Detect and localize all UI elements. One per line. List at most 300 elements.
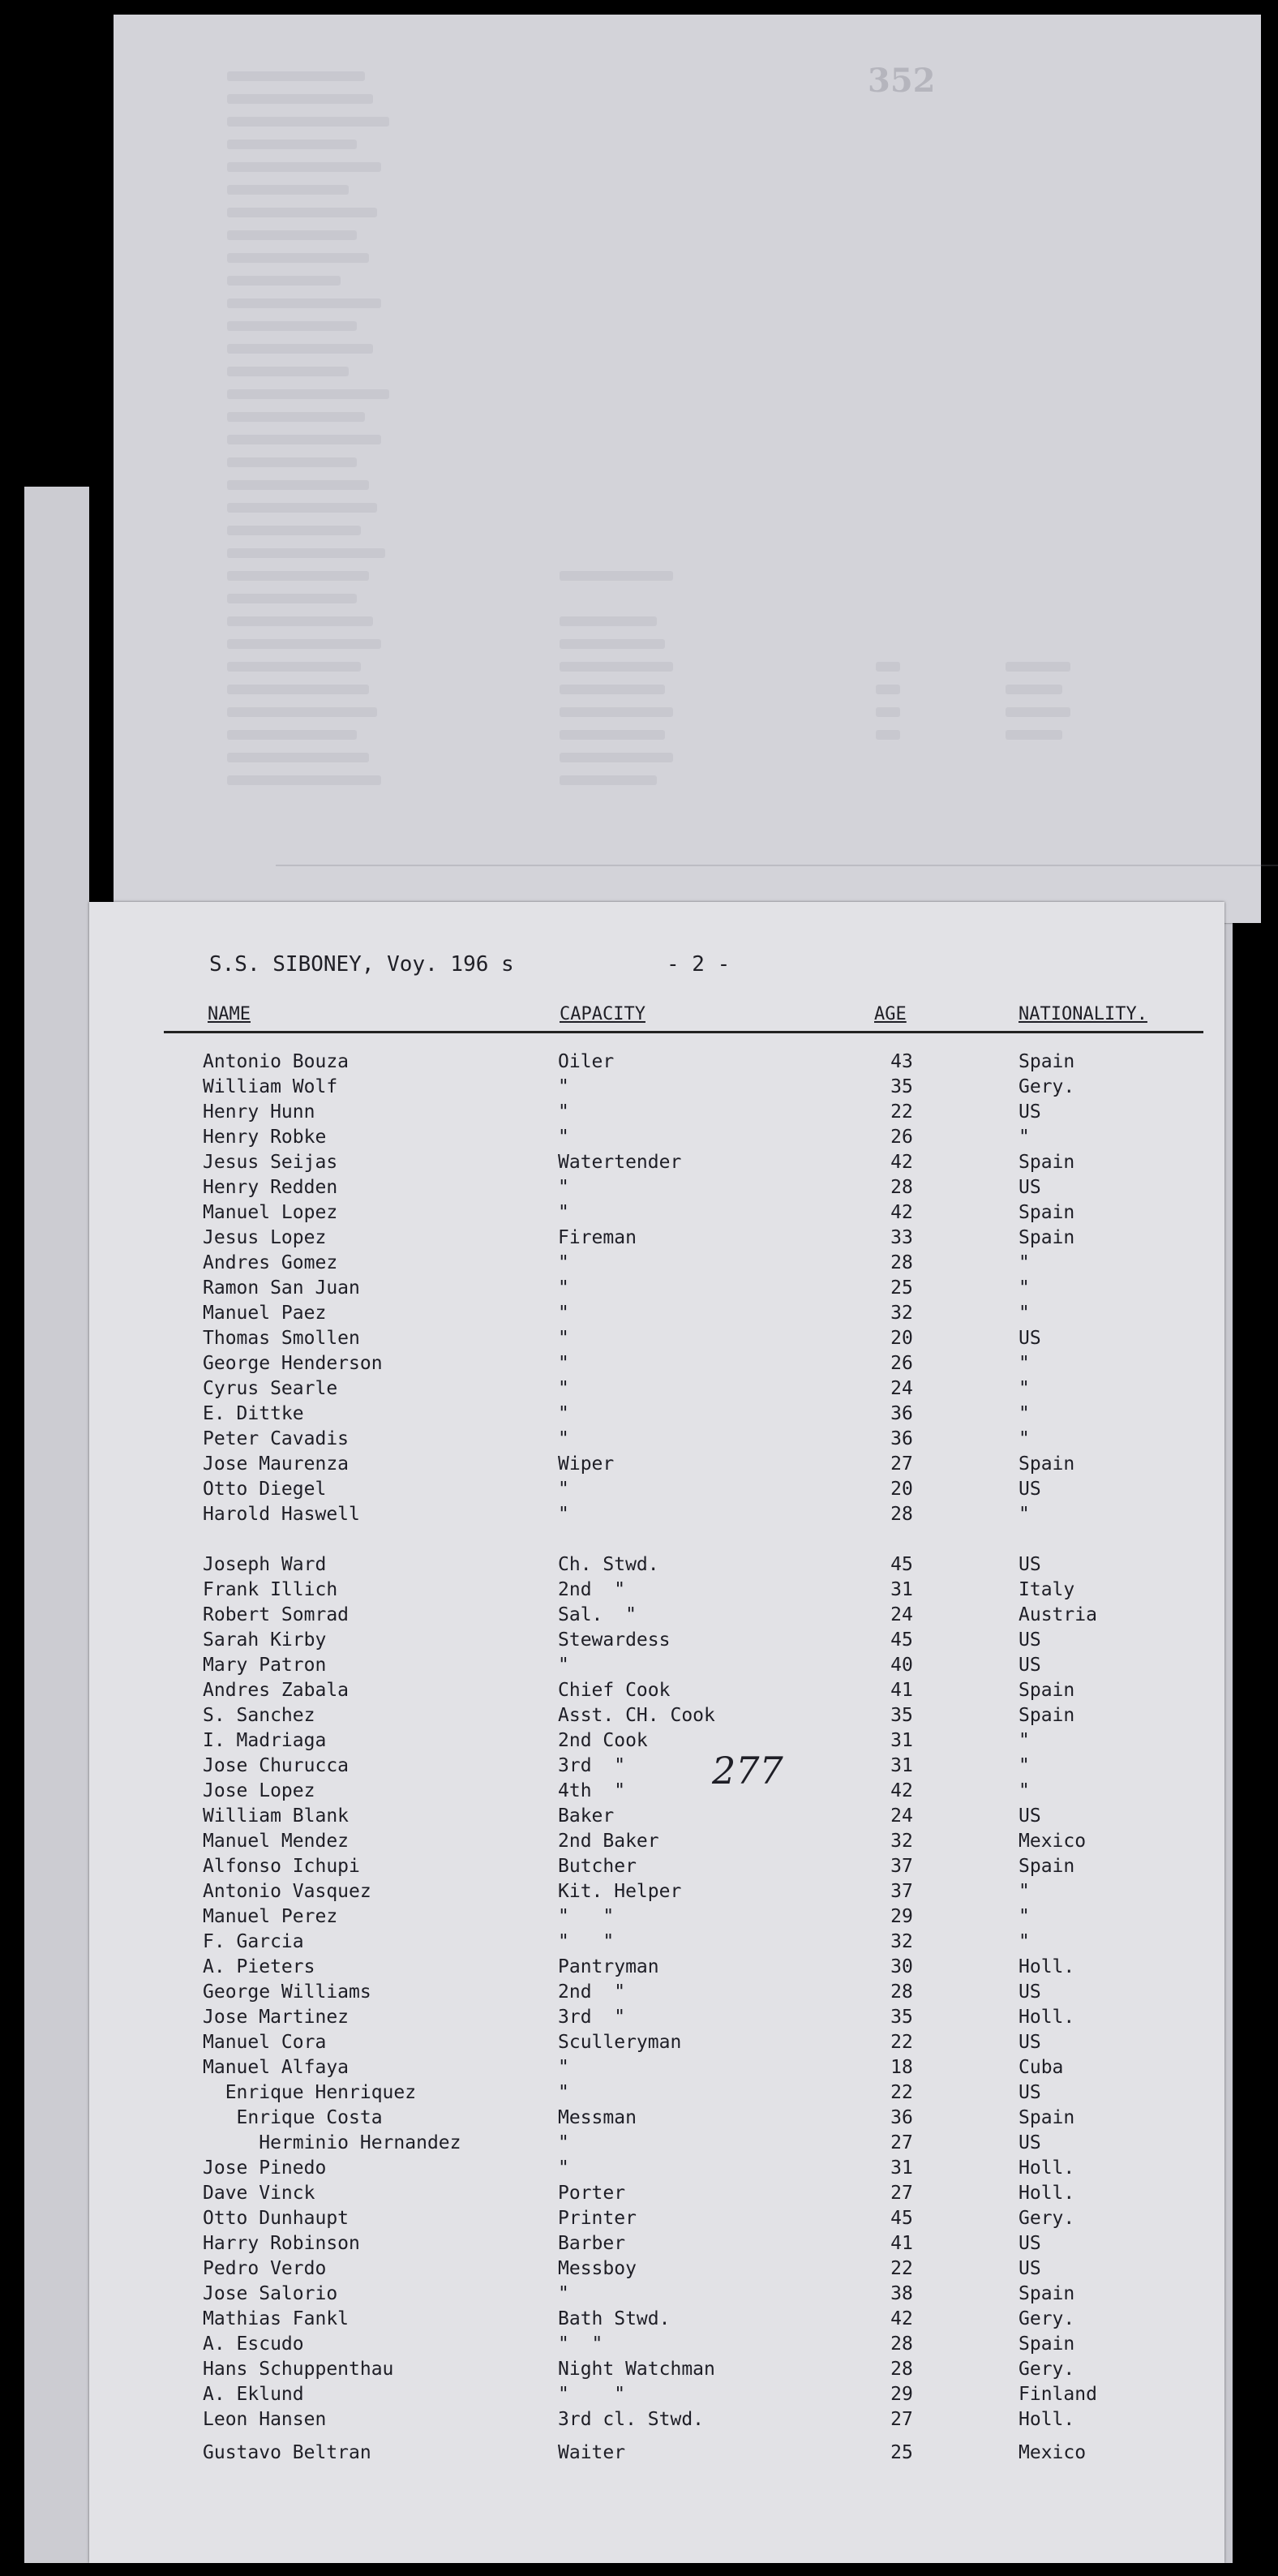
crew-age: 35 — [890, 1705, 913, 1726]
manifest-page — [89, 902, 1224, 2563]
crew-nationality: Holl. — [1019, 2409, 1075, 2430]
crew-row — [89, 1277, 1224, 1303]
faded-text-line — [227, 230, 357, 240]
crew-name: Antonio Bouza — [203, 1051, 350, 1072]
crew-age: 33 — [890, 1227, 913, 1248]
faded-text-line — [560, 707, 673, 717]
crew-row — [89, 1152, 1224, 1177]
crew-name: Jesus Lopez — [203, 1227, 327, 1248]
crew-nationality: Gery. — [1019, 2208, 1075, 2229]
crew-age: 45 — [890, 1554, 913, 1575]
crew-nationality: " — [1019, 1428, 1030, 1449]
crew-nationality: Spain — [1019, 1705, 1075, 1726]
crew-row — [89, 1680, 1224, 1705]
crew-age: 28 — [890, 2333, 913, 2355]
faded-text-line — [227, 298, 381, 308]
crew-capacity: Ch. Stwd. — [558, 1554, 659, 1575]
crew-name: Enrique Costa — [203, 2107, 383, 2128]
crew-row — [89, 1227, 1224, 1252]
crew-row — [89, 1428, 1224, 1453]
crew-age: 36 — [890, 1428, 913, 1449]
top-sheet-rule — [276, 865, 1278, 866]
crew-name: Leon Hansen — [203, 2409, 327, 2430]
crew-row — [89, 2007, 1224, 2032]
crew-row — [89, 2384, 1224, 2409]
crew-age: 32 — [890, 1931, 913, 1952]
crew-capacity: " — [558, 1076, 569, 1097]
faded-text-line — [560, 685, 665, 694]
crew-age: 45 — [890, 1629, 913, 1651]
crew-row — [89, 1780, 1224, 1805]
crew-capacity: " — [558, 1202, 569, 1223]
crew-age: 26 — [890, 1127, 913, 1148]
crew-age: 27 — [890, 2409, 913, 2430]
crew-capacity: " " — [558, 1931, 615, 1952]
faded-text-line — [227, 344, 373, 354]
faded-text-line — [227, 730, 357, 740]
crew-nationality: US — [1019, 1554, 1041, 1575]
crew-age: 27 — [890, 2132, 913, 2153]
faded-text-line — [560, 730, 665, 740]
crew-nationality: " — [1019, 1906, 1030, 1927]
crew-name: Manuel Alfaya — [203, 2057, 350, 2078]
crew-row — [89, 1981, 1224, 2007]
crew-capacity: Asst. CH. Cook — [558, 1705, 715, 1726]
crew-row — [89, 1378, 1224, 1403]
faded-text-line — [560, 616, 657, 626]
crew-name: Frank Illich — [203, 1579, 338, 1600]
crew-row — [89, 2359, 1224, 2384]
faded-text-line — [560, 639, 665, 649]
crew-row — [89, 1076, 1224, 1101]
crew-age: 37 — [890, 1881, 913, 1902]
crew-age: 35 — [890, 2007, 913, 2028]
crew-capacity: Fireman — [558, 1227, 637, 1248]
crew-age: 41 — [890, 2233, 913, 2254]
crew-nationality: Mexico — [1019, 1831, 1087, 1852]
crew-name: Manuel Cora — [203, 2032, 327, 2053]
crew-nationality: US — [1019, 1629, 1041, 1651]
crew-capacity: " — [558, 1504, 569, 1525]
crew-age: 36 — [890, 1403, 913, 1424]
crew-capacity: " — [558, 1428, 569, 1449]
crew-row — [89, 2107, 1224, 2132]
underlying-page-left — [24, 487, 89, 2563]
crew-capacity: Night Watchman — [558, 2359, 715, 2380]
crew-nationality: Holl. — [1019, 2183, 1075, 2204]
crew-capacity: " — [558, 1403, 569, 1424]
crew-age: 25 — [890, 1277, 913, 1299]
crew-age: 43 — [890, 1051, 913, 1072]
crew-row — [89, 2283, 1224, 2308]
crew-row — [89, 2157, 1224, 2183]
crew-nationality: Finland — [1019, 2384, 1097, 2405]
crew-capacity: Printer — [558, 2208, 637, 2229]
faded-text-line — [227, 208, 377, 217]
crew-row — [89, 2258, 1224, 2283]
crew-nationality: US — [1019, 2082, 1041, 2103]
crew-nationality: " — [1019, 1277, 1030, 1299]
crew-nationality: " — [1019, 1378, 1030, 1399]
crew-nationality: Austria — [1019, 1604, 1097, 1625]
crew-row — [89, 1906, 1224, 1931]
crew-age: 31 — [890, 1755, 913, 1776]
faded-top-sheet — [114, 15, 1261, 923]
crew-capacity: Chief Cook — [558, 1680, 671, 1701]
crew-age: 26 — [890, 1353, 913, 1374]
faded-text-line — [227, 162, 381, 172]
crew-row — [89, 2132, 1224, 2157]
crew-row — [89, 1881, 1224, 1906]
crew-age: 32 — [890, 1303, 913, 1324]
column-header-age: AGE — [874, 1004, 907, 1024]
crew-name: Henry Hunn — [203, 1101, 315, 1123]
crew-name: Ramon San Juan — [203, 1277, 360, 1299]
faded-text-line — [227, 389, 389, 399]
crew-name: William Wolf — [203, 1076, 338, 1097]
crew-name: Jose Maurenza — [203, 1453, 350, 1475]
crew-nationality: Spain — [1019, 1227, 1075, 1248]
crew-name: Andres Zabala — [203, 1680, 350, 1701]
crew-capacity: Messman — [558, 2107, 637, 2128]
crew-name: Manuel Perez — [203, 1906, 338, 1927]
faded-text-line — [227, 480, 369, 490]
crew-nationality: " — [1019, 1252, 1030, 1273]
crew-nationality: Spain — [1019, 1680, 1075, 1701]
crew-row — [89, 1177, 1224, 1202]
crew-capacity: Bath Stwd. — [558, 2308, 671, 2329]
crew-capacity: Watertender — [558, 1152, 682, 1173]
crew-age: 42 — [890, 1780, 913, 1801]
crew-age: 28 — [890, 1177, 913, 1198]
crew-capacity: Oiler — [558, 1051, 615, 1072]
crew-nationality: " — [1019, 1127, 1030, 1148]
crew-name: Harold Haswell — [203, 1504, 360, 1525]
crew-row — [89, 1831, 1224, 1856]
crew-name: Enrique Henriquez — [203, 2082, 417, 2103]
crew-nationality: Spain — [1019, 2107, 1075, 2128]
crew-age: 30 — [890, 1956, 913, 1977]
faded-text-line — [560, 662, 673, 672]
crew-nationality: Gery. — [1019, 2359, 1075, 2380]
crew-nationality: US — [1019, 1655, 1041, 1676]
crew-capacity: " — [558, 1252, 569, 1273]
crew-name: F. Garcia — [203, 1931, 304, 1952]
crew-name: Robert Somrad — [203, 1604, 350, 1625]
crew-name: Sarah Kirby — [203, 1629, 327, 1651]
crew-name: Otto Dunhaupt — [203, 2208, 350, 2229]
crew-name: George Williams — [203, 1981, 371, 2003]
faded-text-line — [227, 571, 369, 581]
crew-nationality: " — [1019, 1755, 1030, 1776]
crew-nationality: " — [1019, 1931, 1030, 1952]
crew-capacity: 3rd " — [558, 1755, 626, 1776]
crew-age: 40 — [890, 1655, 913, 1676]
crew-row — [89, 2308, 1224, 2333]
crew-nationality: US — [1019, 2233, 1041, 2254]
crew-name: Joseph Ward — [203, 1554, 327, 1575]
crew-capacity: " — [558, 1303, 569, 1324]
faded-text-line — [1006, 730, 1062, 740]
crew-row — [89, 1453, 1224, 1479]
crew-capacity: Sculleryman — [558, 2032, 682, 2053]
faded-text-line — [227, 526, 361, 535]
crew-capacity: Messboy — [558, 2258, 637, 2279]
faded-text-line — [227, 639, 381, 649]
crew-age: 36 — [890, 2107, 913, 2128]
crew-name: Pedro Verdo — [203, 2258, 327, 2279]
crew-age: 37 — [890, 1856, 913, 1877]
column-header-name: NAME — [208, 1004, 251, 1024]
crew-name: Harry Robinson — [203, 2233, 360, 2254]
crew-capacity: Porter — [558, 2183, 626, 2204]
crew-name: Jesus Seijas — [203, 1152, 338, 1173]
crew-nationality: US — [1019, 1981, 1041, 2003]
crew-row — [89, 2409, 1224, 2434]
crew-row — [89, 2032, 1224, 2057]
crew-name: Jose Martinez — [203, 2007, 350, 2028]
column-header-nationality: NATIONALITY. — [1019, 1004, 1147, 1024]
crew-nationality: US — [1019, 1479, 1041, 1500]
crew-nationality: US — [1019, 1805, 1041, 1827]
crew-capacity: 4th " — [558, 1780, 626, 1801]
crew-capacity: " " — [558, 1906, 615, 1927]
crew-name: Andres Gomez — [203, 1252, 338, 1273]
crew-row — [89, 2208, 1224, 2233]
crew-nationality: Gery. — [1019, 1076, 1075, 1097]
crew-name: George Henderson — [203, 1353, 383, 1374]
crew-row — [89, 1629, 1224, 1655]
crew-name: Jose Lopez — [203, 1780, 315, 1801]
faded-text-line — [227, 140, 357, 149]
handwritten-margin-number: 277 — [712, 1749, 783, 1792]
crew-age: 31 — [890, 1579, 913, 1600]
crew-row — [89, 1856, 1224, 1881]
crew-age: 29 — [890, 1906, 913, 1927]
crew-name: Jose Salorio — [203, 2283, 338, 2304]
crew-capacity: " — [558, 2057, 569, 2078]
crew-row — [89, 2057, 1224, 2082]
crew-capacity: Stewardess — [558, 1629, 671, 1651]
crew-nationality: Spain — [1019, 1856, 1075, 1877]
crew-capacity: " — [558, 1378, 569, 1399]
crew-nationality: " — [1019, 1881, 1030, 1902]
crew-nationality: US — [1019, 2032, 1041, 2053]
faded-text-line — [1006, 662, 1070, 672]
crew-capacity: 2nd Cook — [558, 1730, 648, 1751]
crew-age: 45 — [890, 2208, 913, 2229]
crew-age: 28 — [890, 1252, 913, 1273]
crew-row — [89, 1655, 1224, 1680]
crew-age: 25 — [890, 2442, 913, 2463]
crew-capacity: " — [558, 2132, 569, 2153]
faded-text-line — [1006, 707, 1070, 717]
crew-nationality: " — [1019, 1780, 1030, 1801]
crew-name: Alfonso Ichupi — [203, 1856, 360, 1877]
crew-nationality: Mexico — [1019, 2442, 1087, 2463]
crew-name: Jose Churucca — [203, 1755, 350, 1776]
faded-text-line — [1006, 685, 1062, 694]
faded-text-line — [227, 185, 349, 195]
crew-age: 28 — [890, 1981, 913, 2003]
faded-text-line — [876, 707, 900, 717]
crew-age: 42 — [890, 1152, 913, 1173]
faded-text-line — [876, 662, 900, 672]
crew-row — [89, 1956, 1224, 1981]
crew-row — [89, 1479, 1224, 1504]
crew-capacity: 2nd " — [558, 1579, 626, 1600]
crew-row — [89, 1579, 1224, 1604]
crew-name: Mary Patron — [203, 1655, 327, 1676]
crew-nationality: Holl. — [1019, 1956, 1075, 1977]
crew-nationality: US — [1019, 1328, 1041, 1349]
faded-text-line — [876, 730, 900, 740]
crew-capacity: " — [558, 2157, 569, 2179]
crew-nationality: " — [1019, 1353, 1030, 1374]
crew-name: Manuel Lopez — [203, 1202, 338, 1223]
faded-text-line — [227, 707, 377, 717]
crew-row — [89, 1303, 1224, 1328]
crew-row — [89, 1328, 1224, 1353]
crew-nationality: Spain — [1019, 1152, 1075, 1173]
crew-nationality: Spain — [1019, 2333, 1075, 2355]
crew-nationality: " — [1019, 1403, 1030, 1424]
crew-name: Hans Schuppenthau — [203, 2359, 394, 2380]
crew-name: Thomas Smollen — [203, 1328, 360, 1349]
crew-name: Jose Pinedo — [203, 2157, 327, 2179]
crew-name: Mathias Fankl — [203, 2308, 350, 2329]
crew-name: E. Dittke — [203, 1403, 304, 1424]
crew-capacity: " — [558, 2082, 569, 2103]
crew-age: 29 — [890, 2384, 913, 2405]
crew-nationality: " — [1019, 1504, 1030, 1525]
crew-age: 22 — [890, 2258, 913, 2279]
faded-text-line — [227, 412, 365, 422]
top-sheet-page-number: 352 — [868, 62, 936, 100]
crew-name: Henry Redden — [203, 1177, 338, 1198]
crew-row — [89, 1554, 1224, 1579]
ship-voyage-header: S.S. SIBONEY, Voy. 196 s — [209, 952, 514, 977]
crew-row — [89, 1353, 1224, 1378]
crew-nationality: " — [1019, 1303, 1030, 1324]
crew-capacity: " — [558, 1127, 569, 1148]
crew-capacity: " " — [558, 2333, 603, 2355]
faded-text-line — [227, 253, 369, 263]
crew-age: 28 — [890, 2359, 913, 2380]
crew-capacity: " — [558, 1177, 569, 1198]
faded-text-line — [876, 685, 900, 694]
crew-age: 27 — [890, 1453, 913, 1475]
crew-name: Manuel Paez — [203, 1303, 327, 1324]
crew-capacity: Wiper — [558, 1453, 615, 1475]
faded-text-line — [227, 685, 369, 694]
crew-age: 24 — [890, 1378, 913, 1399]
faded-text-line — [227, 753, 369, 762]
crew-row — [89, 1604, 1224, 1629]
crew-nationality: Holl. — [1019, 2157, 1075, 2179]
crew-capacity: 2nd Baker — [558, 1831, 659, 1852]
crew-row — [89, 2333, 1224, 2359]
crew-age: 22 — [890, 1101, 913, 1123]
crew-age: 27 — [890, 2183, 913, 2204]
crew-age: 32 — [890, 1831, 913, 1852]
crew-age: 20 — [890, 1328, 913, 1349]
column-header-capacity: CAPACITY — [560, 1004, 645, 1024]
crew-age: 24 — [890, 1604, 913, 1625]
faded-text-line — [227, 548, 385, 558]
crew-name: Cyrus Searle — [203, 1378, 338, 1399]
faded-text-line — [227, 616, 373, 626]
crew-age: 41 — [890, 1680, 913, 1701]
crew-name: A. Eklund — [203, 2384, 304, 2405]
crew-name: S. Sanchez — [203, 1705, 315, 1726]
crew-list — [89, 902, 1224, 2563]
crew-name: Herminio Hernandez — [203, 2132, 461, 2153]
faded-text-line — [227, 276, 341, 286]
crew-capacity: " — [558, 1101, 569, 1123]
crew-name: Peter Cavadis — [203, 1428, 350, 1449]
crew-name: Manuel Mendez — [203, 1831, 350, 1852]
crew-age: 38 — [890, 2283, 913, 2304]
crew-capacity: " " — [558, 2384, 626, 2405]
crew-age: 18 — [890, 2057, 913, 2078]
crew-name: A. Pieters — [203, 1956, 315, 1977]
crew-name: Antonio Vasquez — [203, 1881, 371, 1902]
crew-name: Henry Robke — [203, 1127, 327, 1148]
crew-row — [89, 2183, 1224, 2208]
crew-nationality: " — [1019, 1730, 1030, 1751]
faded-text-line — [560, 571, 673, 581]
crew-age: 42 — [890, 1202, 913, 1223]
crew-nationality: US — [1019, 1101, 1041, 1123]
crew-row — [89, 1403, 1224, 1428]
crew-nationality: Italy — [1019, 1579, 1075, 1600]
crew-age: 22 — [890, 2082, 913, 2103]
faded-text-line — [227, 117, 389, 127]
faded-text-line — [227, 435, 381, 444]
crew-capacity: 3rd " — [558, 2007, 626, 2028]
crew-row — [89, 2233, 1224, 2258]
crew-capacity: Waiter — [558, 2442, 626, 2463]
crew-age: 42 — [890, 2308, 913, 2329]
crew-capacity: Kit. Helper — [558, 1881, 682, 1902]
crew-name: I. Madriaga — [203, 1730, 327, 1751]
crew-capacity: Sal. " — [558, 1604, 637, 1625]
crew-name: William Blank — [203, 1805, 350, 1827]
crew-age: 35 — [890, 1076, 913, 1097]
faded-text-line — [227, 775, 381, 785]
crew-capacity: Barber — [558, 2233, 626, 2254]
crew-row — [89, 2082, 1224, 2107]
faded-text-line — [227, 594, 357, 603]
crew-age: 20 — [890, 1479, 913, 1500]
crew-nationality: US — [1019, 2132, 1041, 2153]
crew-capacity: Pantryman — [558, 1956, 659, 1977]
faded-text-line — [560, 753, 673, 762]
crew-capacity: " — [558, 1479, 569, 1500]
faded-text-line — [227, 662, 361, 672]
crew-age: 31 — [890, 1730, 913, 1751]
crew-row — [89, 1504, 1224, 1529]
crew-name: Dave Vinck — [203, 2183, 315, 2204]
crew-capacity: 2nd " — [558, 1981, 626, 2003]
page-indicator: - 2 - — [667, 952, 731, 977]
crew-row — [89, 1705, 1224, 1730]
crew-capacity: " — [558, 1353, 569, 1374]
crew-row — [89, 1101, 1224, 1127]
crew-name: Otto Diegel — [203, 1479, 327, 1500]
crew-capacity: " — [558, 1655, 569, 1676]
